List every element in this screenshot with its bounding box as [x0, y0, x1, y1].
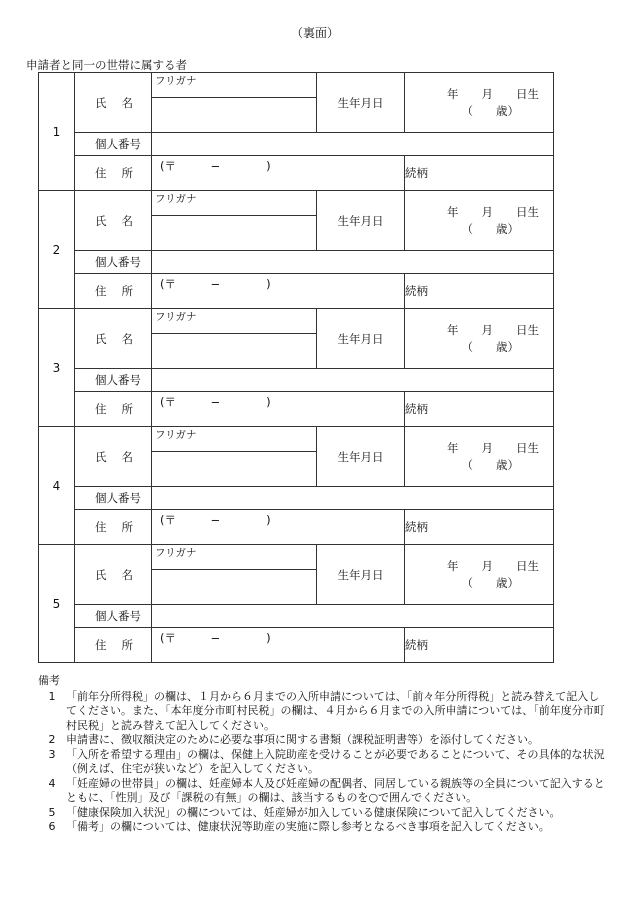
name-label-left: 氏 [95, 95, 107, 110]
member-number: 5 [39, 545, 75, 663]
name-label-right: 名 [121, 213, 133, 228]
member-my-number-row [39, 369, 554, 392]
postal-code-format: (〒 − ) [160, 159, 271, 173]
member-furigana-row [39, 545, 554, 570]
remark-note [38, 748, 608, 777]
remarks-title: 備考 [38, 674, 60, 687]
birth-date-format: 年 月 日生 [447, 322, 539, 337]
furigana-label: フリガナ [155, 192, 197, 205]
name-label-cell [75, 309, 152, 369]
my-number-field[interactable] [152, 487, 554, 510]
remark-note [38, 777, 608, 806]
remark-note [38, 806, 608, 821]
address-field[interactable] [152, 510, 405, 545]
age-format: （ 歳） [461, 457, 519, 472]
my-number-field[interactable] [152, 369, 554, 392]
member-my-number-row [39, 487, 554, 510]
my-number-label: 個人番号 [95, 491, 141, 505]
birth-date-field[interactable] [405, 73, 554, 133]
name-field[interactable] [152, 98, 317, 133]
remark-note-text: 「健康保険加入状況」の欄については、妊産婦が加入している健康保険について記入してください。 [66, 805, 561, 819]
name-field[interactable] [152, 216, 317, 251]
address-label-left: 住 [95, 638, 107, 652]
my-number-label: 個人番号 [95, 609, 141, 623]
relationship-field[interactable] [405, 392, 554, 427]
member-address-row [39, 392, 554, 427]
address-field[interactable] [152, 274, 405, 309]
member-number: 4 [39, 427, 75, 545]
address-label-right: 所 [121, 284, 133, 298]
address-label-left: 住 [95, 284, 107, 298]
my-number-label-cell [75, 251, 152, 274]
address-label-cell [75, 274, 152, 309]
member-my-number-row [39, 251, 554, 274]
birth-date-field[interactable] [405, 191, 554, 251]
my-number-label-cell [75, 369, 152, 392]
name-label-cell [75, 427, 152, 487]
name-label-left: 氏 [95, 213, 107, 228]
address-field[interactable] [152, 392, 405, 427]
name-label-right: 名 [121, 567, 133, 582]
furigana-label: フリガナ [155, 74, 197, 87]
birth-date-label: 生年月日 [317, 309, 405, 369]
age-format: （ 歳） [461, 339, 519, 354]
remark-note-text: 「前年分所得税」の欄は、１月から６月までの入所申請については、「前々年分所得税」と読み替えて記入してください。また、「本年度分市町村民税」の欄は、４月から６月までの入所申請については、「前年度分市町村民税」と読み替えて記入してください。 [66, 689, 605, 732]
remark-note-number: 3 [48, 747, 56, 761]
my-number-label: 個人番号 [95, 255, 141, 269]
my-number-field[interactable] [152, 251, 554, 274]
my-number-label-cell [75, 605, 152, 628]
member-number: 3 [39, 309, 75, 427]
remarks-section [38, 674, 608, 835]
address-label-left: 住 [95, 166, 107, 180]
my-number-label-cell [75, 133, 152, 156]
member-my-number-row [39, 133, 554, 156]
name-field[interactable] [152, 570, 317, 605]
birth-date-label: 生年月日 [317, 191, 405, 251]
member-furigana-row [39, 309, 554, 334]
address-label-right: 所 [121, 638, 133, 652]
member-my-number-row [39, 605, 554, 628]
furigana-field[interactable] [152, 427, 317, 452]
furigana-field[interactable] [152, 545, 317, 570]
remarks-notes [38, 690, 608, 835]
member-address-row [39, 510, 554, 545]
birth-date-format: 年 月 日生 [447, 440, 539, 455]
name-field[interactable] [152, 334, 317, 369]
relationship-field[interactable] [405, 510, 554, 545]
relationship-label: 続柄 [405, 284, 428, 298]
name-label-left: 氏 [95, 567, 107, 582]
address-label-left: 住 [95, 520, 107, 534]
furigana-label: フリガナ [155, 310, 197, 323]
remark-note [38, 690, 608, 734]
my-number-field[interactable] [152, 133, 554, 156]
relationship-field[interactable] [405, 628, 554, 663]
birth-date-format: 年 月 日生 [447, 86, 539, 101]
furigana-field[interactable] [152, 309, 317, 334]
remark-note-number: 2 [48, 733, 56, 746]
name-label-cell [75, 191, 152, 251]
my-number-field[interactable] [152, 605, 554, 628]
birth-date-label: 生年月日 [317, 427, 405, 487]
remark-note-text: 申請書に、徴収額決定のために必要な事項に関する書類（課税証明書等）を添付してください。 [66, 733, 539, 746]
page-heading: （裏面） [290, 26, 339, 40]
member-furigana-row [39, 427, 554, 452]
postal-code-format: (〒 − ) [160, 277, 271, 291]
remark-note-number: 5 [48, 805, 56, 819]
name-label-left: 氏 [95, 449, 107, 464]
address-field[interactable] [152, 156, 405, 191]
name-label-right: 名 [121, 331, 133, 346]
relationship-field[interactable] [405, 156, 554, 191]
address-label-left: 住 [95, 402, 107, 416]
name-label-right: 名 [121, 95, 133, 110]
relationship-label: 続柄 [405, 638, 428, 652]
address-label-cell [75, 392, 152, 427]
member-number: 2 [39, 191, 75, 309]
remark-note [38, 733, 608, 748]
birth-date-format: 年 月 日生 [447, 558, 539, 573]
member-address-row [39, 628, 554, 663]
relationship-label: 続柄 [405, 166, 428, 180]
furigana-field[interactable] [152, 191, 317, 216]
address-field[interactable] [152, 628, 405, 663]
birth-date-field[interactable] [405, 309, 554, 369]
remark-note-text: 「妊産婦の世帯員」の欄は、妊産婦本人及び妊産婦の配偶者、同居している親族等の全員について記入するとともに、「性別」及び「課税の有無」の欄は、該当するものを○で囲んでください。 [66, 776, 605, 804]
furigana-label: フリガナ [155, 428, 197, 441]
address-label-cell [75, 156, 152, 191]
birth-date-field[interactable] [405, 545, 554, 605]
remark-note-text: 「備考」の欄については、健康状況等助産の実施に際し参考となるべき事項を記入してください。 [66, 820, 550, 833]
remark-note [38, 820, 608, 835]
furigana-field[interactable] [152, 73, 317, 98]
my-number-label: 個人番号 [95, 373, 141, 387]
birth-date-label: 生年月日 [317, 73, 405, 133]
name-label-right: 名 [121, 449, 133, 464]
section-title: 申請者と同一の世帯に属する者 [26, 58, 187, 72]
postal-code-format: (〒 − ) [160, 631, 271, 645]
remark-note-text: 「入所を希望する理由」の欄は、保健上入院助産を受けることが必要であることについて、その具体的な状況（例えば、住宅が狭いなど）を記入してください。 [66, 747, 605, 775]
name-label-cell [75, 73, 152, 133]
age-format: （ 歳） [461, 103, 519, 118]
member-address-row [39, 274, 554, 309]
member-number: 1 [39, 73, 75, 191]
remark-note-number: 6 [48, 820, 56, 833]
birth-date-field[interactable] [405, 427, 554, 487]
name-label-left: 氏 [95, 331, 107, 346]
address-label-cell [75, 510, 152, 545]
postal-code-format: (〒 − ) [160, 513, 271, 527]
age-format: （ 歳） [461, 575, 519, 590]
member-furigana-row [39, 73, 554, 98]
remark-note-number: 1 [48, 689, 56, 703]
my-number-label: 個人番号 [95, 137, 141, 151]
postal-code-format: (〒 − ) [160, 395, 271, 409]
birth-date-label: 生年月日 [317, 545, 405, 605]
remark-note-number: 4 [48, 776, 56, 790]
birth-date-format: 年 月 日生 [447, 204, 539, 219]
relationship-field[interactable] [405, 274, 554, 309]
name-field[interactable] [152, 452, 317, 487]
address-label-right: 所 [121, 520, 133, 534]
member-furigana-row [39, 191, 554, 216]
address-label-right: 所 [121, 402, 133, 416]
address-label-cell [75, 628, 152, 663]
relationship-label: 続柄 [405, 520, 428, 534]
age-format: （ 歳） [461, 221, 519, 236]
relationship-label: 続柄 [405, 402, 428, 416]
member-address-row [39, 156, 554, 191]
furigana-label: フリガナ [155, 546, 197, 559]
address-label-right: 所 [121, 166, 133, 180]
my-number-label-cell [75, 487, 152, 510]
name-label-cell [75, 545, 152, 605]
household-members-table [38, 72, 554, 663]
